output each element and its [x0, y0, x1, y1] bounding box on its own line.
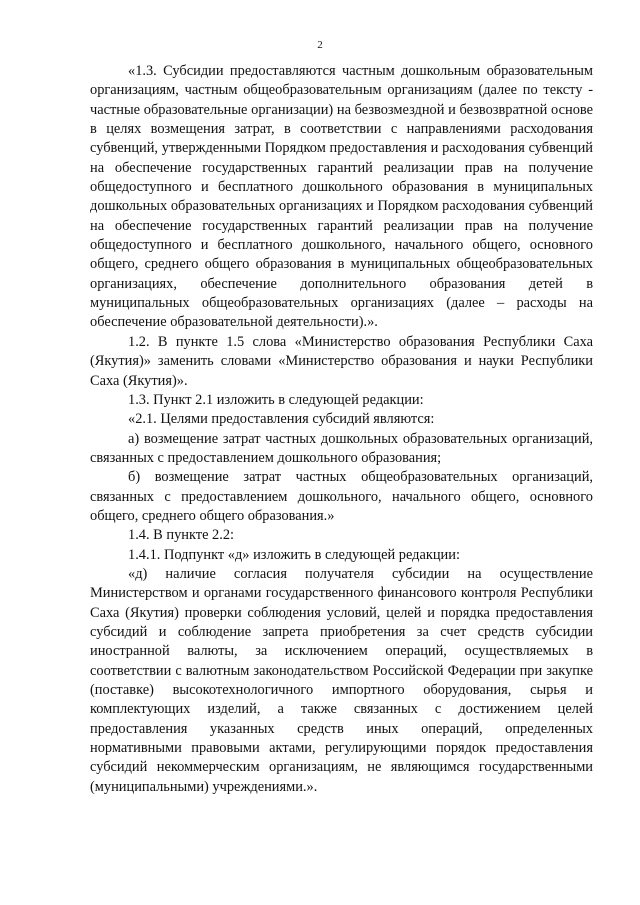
paragraph-1-3-subsidies: «1.3. Субсидии предоставляются частным дошкольным образовательным организациям, частным общеобразовательным организациям (далее по тексту - частные образовательные организации) на безвозмездной и безвозвратной основе в целях возмещения затрат, в соответствии с направлениями расходования субвенций, утвержденными Порядком предоставления и расходования субвенций на обеспечение государственных гарантий реализации прав на получение общедоступного и бесплатного дошкольного образования в муниципальных дошкольных образовательных организациях и Порядком расходования субвенций на обеспечение государственных гарантий реализации прав на получение общедоступного и бесплатного дошкольного, начального общего, основного общего, среднего общего образования в муниципальных общеобразовательных организациях, обеспечение дополнительного образования детей в муниципальных общеобразовательных организациях (далее – расходы на обеспечение образовательной деятельности).».: [90, 63, 593, 331]
document-body: [90, 62, 593, 797]
paragraph-1-4-1-subclause: 1.4.1. Подпункт «д» изложить в следующей редакции:: [128, 546, 460, 563]
paragraph-1-3-clause: 1.3. Пункт 2.1 изложить в следующей редакции:: [128, 391, 424, 408]
paragraph-1-4-clause: 1.4. В пункте 2.2:: [128, 527, 235, 544]
paragraph-goal-a: а) возмещение затрат частных дошкольных образовательных организаций, связанных с предоставлением дошкольного образования;: [90, 430, 593, 466]
page-number: 2: [317, 39, 323, 51]
paragraph-1-2-amendment: 1.2. В пункте 1.5 слова «Министерство образования Республики Саха (Якутия)» заменить словами «Министерство образования и науки Республики Саха (Якутия)».: [90, 333, 593, 389]
paragraph-subclause-d: «д) наличие согласия получателя субсидии на осуществление Министерством и органами государственного финансового контроля Республики Саха (Якутия) проверки соблюдения условий, целей и порядка предоставления субсидий и соблюдение запрета приобретения за счет средств субсидии иностранной валюты, за исключением операций, осуществляемых в соответствии с валютным законодательством Российской Федерации при закупке (поставке) высокотехнологичного импортного оборудования, сырья и комплектующих изделий, а также связанных с достижением целей предоставления указанных средств иных операций, определенных нормативными правовыми актами, регулирующими порядок предоставления субсидий некоммерческим организациям, не являющимся государственными (муниципальными) учреждениями.».: [90, 565, 593, 795]
paragraph-goal-b: б) возмещение затрат частных общеобразовательных организаций, связанных с предоставлением дошкольного, начального общего, основного общего, среднего общего образования.»: [90, 469, 593, 524]
paragraph-2-1-goals: «2.1. Целями предоставления субсидий являются:: [128, 411, 435, 428]
